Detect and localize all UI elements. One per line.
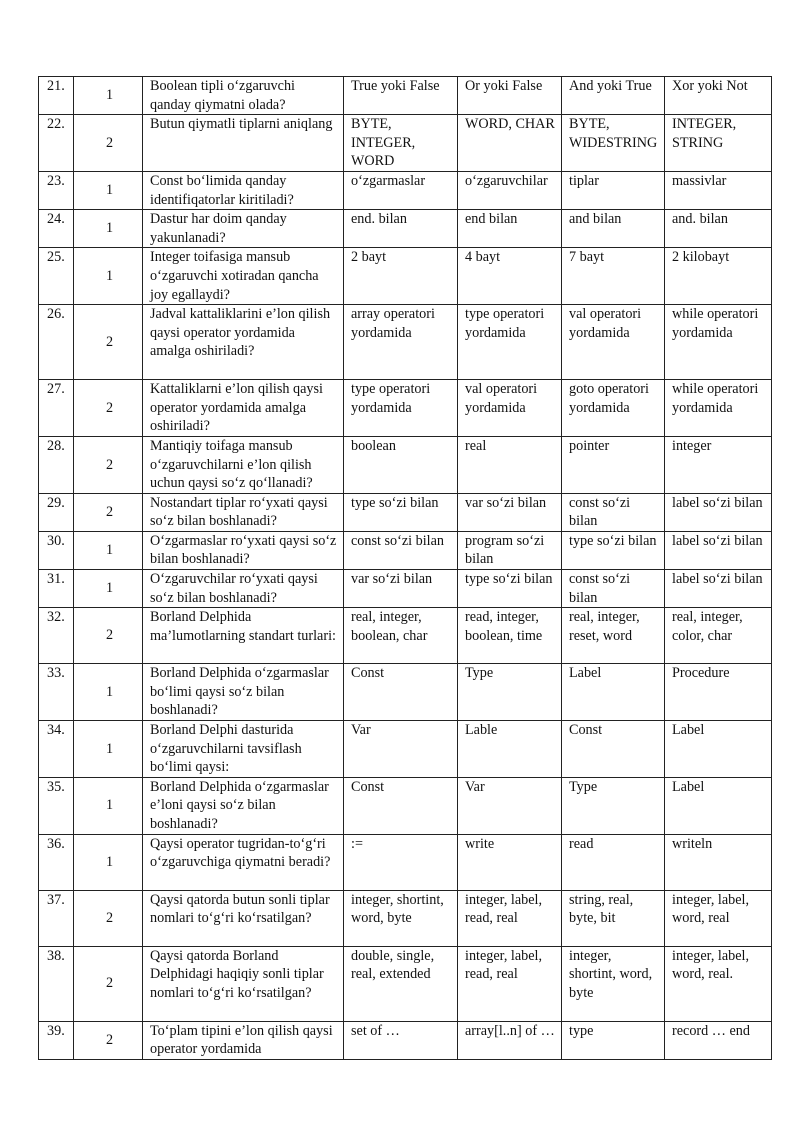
question-number: 35. <box>39 777 74 834</box>
answer-option-b: o‘zgaruvchilar <box>458 171 562 209</box>
difficulty-level: 1 <box>74 834 143 890</box>
table-row <box>39 248 772 305</box>
answer-option-c: And yoki True <box>562 77 665 115</box>
answer-option-c: tiplar <box>562 171 665 209</box>
answer-option-b: integer, label, read, real <box>458 890 562 946</box>
answer-option-d: label so‘zi bilan <box>665 531 772 569</box>
question-number: 29. <box>39 493 74 531</box>
question-text: Qaysi qatorda butun sonli tiplar nomlari to‘g‘ri ko‘rsatilgan? <box>143 890 344 946</box>
question-text: Qaysi qatorda Borland Delphidagi haqiqiy sonli tiplar nomlari to‘g‘ri ko‘rsatilgan? <box>143 946 344 1021</box>
difficulty-level: 1 <box>74 664 143 721</box>
difficulty-level: 1 <box>74 570 143 608</box>
answer-option-a: set of … <box>344 1021 458 1059</box>
answer-option-b: val operatori yordamida <box>458 380 562 437</box>
table-row <box>39 664 772 721</box>
question-text: Borland Delphida ma’lumotlarning standart turlari: <box>143 608 344 664</box>
answer-option-c: Const <box>562 721 665 778</box>
answer-option-d: Label <box>665 777 772 834</box>
answer-option-d: record … end <box>665 1021 772 1059</box>
answer-option-d: integer, label, word, real. <box>665 946 772 1021</box>
answer-option-a: BYTE, INTEGER, WORD <box>344 115 458 172</box>
question-number: 26. <box>39 305 74 380</box>
answer-option-a: type so‘zi bilan <box>344 493 458 531</box>
answer-option-b: type so‘zi bilan <box>458 570 562 608</box>
answer-option-c: 7 bayt <box>562 248 665 305</box>
answer-option-a: var so‘zi bilan <box>344 570 458 608</box>
question-text: Borland Delphida o‘zgarmaslar e’loni qaysi so‘z bilan boshlanadi? <box>143 777 344 834</box>
answer-option-a: array operatori yordamida <box>344 305 458 380</box>
difficulty-level: 2 <box>74 890 143 946</box>
answer-option-d: while operatori yordamida <box>665 305 772 380</box>
answer-option-b: write <box>458 834 562 890</box>
answer-option-d: Procedure <box>665 664 772 721</box>
answer-option-d: writeln <box>665 834 772 890</box>
question-text: To‘plam tipini e’lon qilish qaysi operator yordamida <box>143 1021 344 1059</box>
question-number: 31. <box>39 570 74 608</box>
answer-option-a: type operatori yordamida <box>344 380 458 437</box>
answer-option-a: True yoki False <box>344 77 458 115</box>
answer-option-b: Lable <box>458 721 562 778</box>
question-number: 23. <box>39 171 74 209</box>
answer-option-c: type so‘zi bilan <box>562 531 665 569</box>
difficulty-level: 1 <box>74 77 143 115</box>
question-text: O‘zgaruvchilar ro‘yxati qaysi so‘z bilan boshlanadi? <box>143 570 344 608</box>
answer-option-a: end. bilan <box>344 210 458 248</box>
table-row <box>39 946 772 1021</box>
question-text: Qaysi operator tugridan-to‘g‘ri o‘zgaruvchiga qiymatni beradi? <box>143 834 344 890</box>
question-text: Boolean tipli o‘zgaruvchi qanday qiymatni olada? <box>143 77 344 115</box>
answer-option-c: integer, shortint, word, byte <box>562 946 665 1021</box>
answer-option-a: integer, shortint, word, byte <box>344 890 458 946</box>
question-text: Dastur har doim qanday yakunlanadi? <box>143 210 344 248</box>
difficulty-level: 2 <box>74 1021 143 1059</box>
answer-option-b: real <box>458 436 562 493</box>
table-row <box>39 115 772 172</box>
answer-option-a: boolean <box>344 436 458 493</box>
answer-option-c: pointer <box>562 436 665 493</box>
difficulty-level: 1 <box>74 210 143 248</box>
question-number: 39. <box>39 1021 74 1059</box>
answer-option-d: integer, label, word, real <box>665 890 772 946</box>
table-row <box>39 171 772 209</box>
answer-option-c: string, real, byte, bit <box>562 890 665 946</box>
question-number: 28. <box>39 436 74 493</box>
answer-option-a: const so‘zi bilan <box>344 531 458 569</box>
answer-option-d: 2 kilobayt <box>665 248 772 305</box>
question-number: 34. <box>39 721 74 778</box>
answer-option-b: 4 bayt <box>458 248 562 305</box>
answer-option-d: label so‘zi bilan <box>665 493 772 531</box>
table-row <box>39 77 772 115</box>
answer-option-c: const so‘zi bilan <box>562 570 665 608</box>
difficulty-level: 1 <box>74 531 143 569</box>
question-text: Mantiqiy toifaga mansub o‘zgaruvchilarni e’lon qilish uchun qaysi so‘z qo‘llanadi? <box>143 436 344 493</box>
question-number: 24. <box>39 210 74 248</box>
question-number: 30. <box>39 531 74 569</box>
answer-option-c: and bilan <box>562 210 665 248</box>
table-row <box>39 305 772 380</box>
question-text: Kattaliklarni e’lon qilish qaysi operator yordamida amalga oshiriladi? <box>143 380 344 437</box>
table-row <box>39 436 772 493</box>
difficulty-level: 2 <box>74 436 143 493</box>
answer-option-d: INTEGER, STRING <box>665 115 772 172</box>
answer-option-d: label so‘zi bilan <box>665 570 772 608</box>
test-questions-page <box>38 76 771 1060</box>
question-text: Const bo‘limida qanday identifiqatorlar kiritiladi? <box>143 171 344 209</box>
question-text: Integer toifasiga mansub o‘zgaruvchi xotiradan qancha joy egallaydi? <box>143 248 344 305</box>
difficulty-level: 2 <box>74 946 143 1021</box>
answer-option-a: Const <box>344 664 458 721</box>
question-text: O‘zgarmaslar ro‘yxati qaysi so‘z bilan boshlanadi? <box>143 531 344 569</box>
difficulty-level: 1 <box>74 248 143 305</box>
answer-option-c: type <box>562 1021 665 1059</box>
answer-option-d: integer <box>665 436 772 493</box>
answer-option-d: massivlar <box>665 171 772 209</box>
question-text: Jadval kattaliklarini e’lon qilish qaysi operator yordamida amalga oshiriladi? <box>143 305 344 380</box>
answer-option-a: 2 bayt <box>344 248 458 305</box>
question-text: Nostandart tiplar ro‘yxati qaysi so‘z bilan boshlanadi? <box>143 493 344 531</box>
answer-option-a: := <box>344 834 458 890</box>
answer-option-b: program so‘zi bilan <box>458 531 562 569</box>
questions-table-body <box>39 77 772 1060</box>
question-number: 21. <box>39 77 74 115</box>
difficulty-level: 1 <box>74 777 143 834</box>
difficulty-level: 1 <box>74 721 143 778</box>
table-row <box>39 890 772 946</box>
question-text: Borland Delphida o‘zgarmaslar bo‘limi qaysi so‘z bilan boshlanadi? <box>143 664 344 721</box>
answer-option-c: BYTE, WIDESTRING <box>562 115 665 172</box>
questions-table <box>38 76 772 1060</box>
answer-option-b: var so‘zi bilan <box>458 493 562 531</box>
answer-option-d: and. bilan <box>665 210 772 248</box>
answer-option-b: type operatori yordamida <box>458 305 562 380</box>
answer-option-b: read, integer, boolean, time <box>458 608 562 664</box>
answer-option-b: WORD, CHAR <box>458 115 562 172</box>
table-row <box>39 493 772 531</box>
table-row <box>39 721 772 778</box>
answer-option-b: Type <box>458 664 562 721</box>
answer-option-c: real, integer, reset, word <box>562 608 665 664</box>
answer-option-d: while operatori yordamida <box>665 380 772 437</box>
table-row <box>39 380 772 437</box>
answer-option-a: double, single, real, extended <box>344 946 458 1021</box>
table-row <box>39 834 772 890</box>
question-number: 33. <box>39 664 74 721</box>
question-number: 25. <box>39 248 74 305</box>
question-number: 38. <box>39 946 74 1021</box>
answer-option-b: Or yoki False <box>458 77 562 115</box>
difficulty-level: 2 <box>74 115 143 172</box>
table-row <box>39 1021 772 1059</box>
table-row <box>39 608 772 664</box>
answer-option-b: array[l..n] of … <box>458 1021 562 1059</box>
answer-option-c: const so‘zi bilan <box>562 493 665 531</box>
difficulty-level: 2 <box>74 380 143 437</box>
answer-option-b: integer, label, read, real <box>458 946 562 1021</box>
question-text: Borland Delphi dasturida o‘zgaruvchilarni tavsiflash bo‘limi qaysi: <box>143 721 344 778</box>
difficulty-level: 2 <box>74 493 143 531</box>
answer-option-a: real, integer, boolean, char <box>344 608 458 664</box>
answer-option-b: Var <box>458 777 562 834</box>
answer-option-c: Label <box>562 664 665 721</box>
table-row <box>39 210 772 248</box>
question-number: 32. <box>39 608 74 664</box>
question-number: 27. <box>39 380 74 437</box>
table-row <box>39 570 772 608</box>
question-number: 22. <box>39 115 74 172</box>
answer-option-a: o‘zgarmaslar <box>344 171 458 209</box>
question-text: Butun qiymatli tiplarni aniqlang <box>143 115 344 172</box>
table-row <box>39 777 772 834</box>
question-number: 36. <box>39 834 74 890</box>
answer-option-c: val operatori yordamida <box>562 305 665 380</box>
answer-option-c: goto operatori yordamida <box>562 380 665 437</box>
answer-option-d: Xor yoki Not <box>665 77 772 115</box>
answer-option-d: real, integer, color, char <box>665 608 772 664</box>
answer-option-c: Type <box>562 777 665 834</box>
answer-option-a: Var <box>344 721 458 778</box>
difficulty-level: 2 <box>74 608 143 664</box>
table-row <box>39 531 772 569</box>
answer-option-c: read <box>562 834 665 890</box>
answer-option-b: end bilan <box>458 210 562 248</box>
question-number: 37. <box>39 890 74 946</box>
answer-option-d: Label <box>665 721 772 778</box>
difficulty-level: 1 <box>74 171 143 209</box>
difficulty-level: 2 <box>74 305 143 380</box>
answer-option-a: Const <box>344 777 458 834</box>
